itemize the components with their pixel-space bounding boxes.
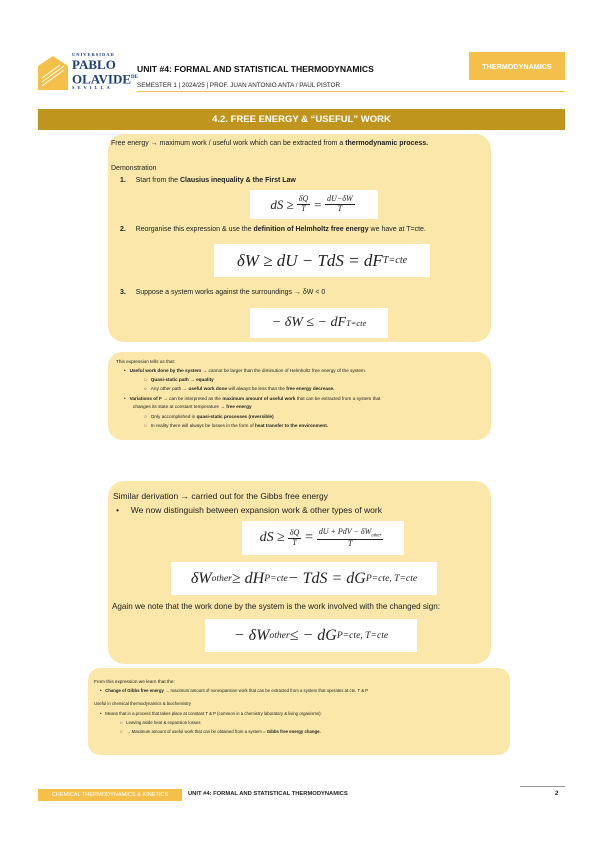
semester-info: SEMESTER 1 | 2024/25 | PROF. JUAN ANTONIO ANTA / PAUL PISTOR <box>137 82 341 89</box>
gibbs-heading: Similar derivation → carried out for the Gibbs free energy <box>113 491 328 501</box>
list-item-continued: changes its state at constant temperature → free energy <box>133 404 252 409</box>
list-item: ○ Any other path → useful work done will always be less than the free energy decrease. <box>144 386 335 391</box>
equation-max-work: − δW ≤ − dF T=cte <box>250 308 388 338</box>
sign-note: Again we note that the work done by the system is the work involved with the changed sign: <box>112 602 440 611</box>
helmholtz-interpretation-box <box>108 352 491 440</box>
equation-gibbs: δW other ≥ dH P=cte − TdS = dG P=cte, T=cte <box>171 562 437 595</box>
list-item: ○ In reality there will always be losses in the form of heat transfer to the environment. <box>144 423 329 428</box>
list-item: ○ Only accomplished in quasi-static processes (reversible) <box>144 414 274 419</box>
step-3: 3. Suppose a system works against the surroundings → δW < 0 <box>120 289 326 296</box>
list-item: ○ → Maximum amount of useful work that can be obtained from a system = Gibbs free energy change. <box>120 729 321 734</box>
equation-clausius: dS ≥ $\frac{\delta Q}{T}$ = $\frac{dU-\delta W}{T}$ <box>250 190 378 219</box>
list-item: • Means that in a process that takes place at constant T & P (common in a chemistry laboratory & living organisms): <box>100 711 322 716</box>
logo-wordmark: UNIVERSIDAD PABLO $OLAVIDE^{DE}$ SEVILLA <box>72 52 138 91</box>
equation-gibbs-entropy: dS ≥ $\frac{\delta Q}{T}$ = $\frac{dU + PdV - \delta W_{other}}{T}$ <box>242 521 404 555</box>
subject-tag: THERMODYNAMICS <box>469 52 565 80</box>
usefulness-note: Useful in chemical thermodynamics & biochemistry <box>94 701 191 706</box>
list-item: • Change of Gibbs free energy → maximum amount of nonexpansion work that can be extracted from a system that operates at cte. T & P <box>100 688 369 693</box>
demonstration-label: Demonstration <box>111 165 157 172</box>
gibbs-interp-heading: From this expression we learn that the: <box>94 679 175 684</box>
list-item: ○ Quasi-static path → equality <box>144 377 214 382</box>
gibbs-interpretation-box <box>88 668 510 755</box>
step-1: 1. Start from the Clausius inequality & the First Law <box>120 177 296 184</box>
university-logo <box>38 52 138 98</box>
logo-emblem-icon <box>38 56 68 90</box>
gibbs-derivation-box <box>108 481 491 664</box>
footer-course: CHEMICAL THERMODYNAMICS & KINETICS <box>38 789 182 801</box>
page-number: 2 <box>555 791 559 797</box>
section-title: 4.2. FREE ENERGY & “USEFUL” WORK <box>38 109 565 130</box>
header-divider <box>137 91 565 92</box>
step-2: 2. Reorganise this expression & use the definition of Helmholtz free energy we have at T=cte. <box>120 226 426 233</box>
list-item: • Variations of F → can be interpreted as the maximum amount of useful work that can be extracted from a system that <box>124 396 381 401</box>
list-item: • Useful work done by the system → cannot be larger than the diminution of Helmholtz free energy of the system. <box>124 368 367 373</box>
footer-divider <box>520 786 565 787</box>
interpretation-heading: This expression tells us that: <box>116 359 176 364</box>
gibbs-bullet: • We now distinguish between expansion work & other types of work <box>116 505 382 515</box>
intro-text: Free energy → maximum work / useful work which can be extracted from a thermodynamic process. <box>111 140 429 147</box>
unit-title: UNIT #4: FORMAL AND STATISTICAL THERMODYNAMICS <box>137 64 374 74</box>
list-item: ○ Leaving aside heat & expansion losses <box>120 720 201 725</box>
footer-unit: UNIT #4: FORMAL AND STATISTICAL THERMODYNAMICS <box>188 791 348 797</box>
equation-nonexpansion-work: − δW other ≤ − dG P=cte, T=cte <box>205 619 417 652</box>
equation-helmholtz: δW ≥ dU − TdS = dF T=cte <box>214 244 430 277</box>
helmholtz-derivation-box <box>108 134 491 342</box>
